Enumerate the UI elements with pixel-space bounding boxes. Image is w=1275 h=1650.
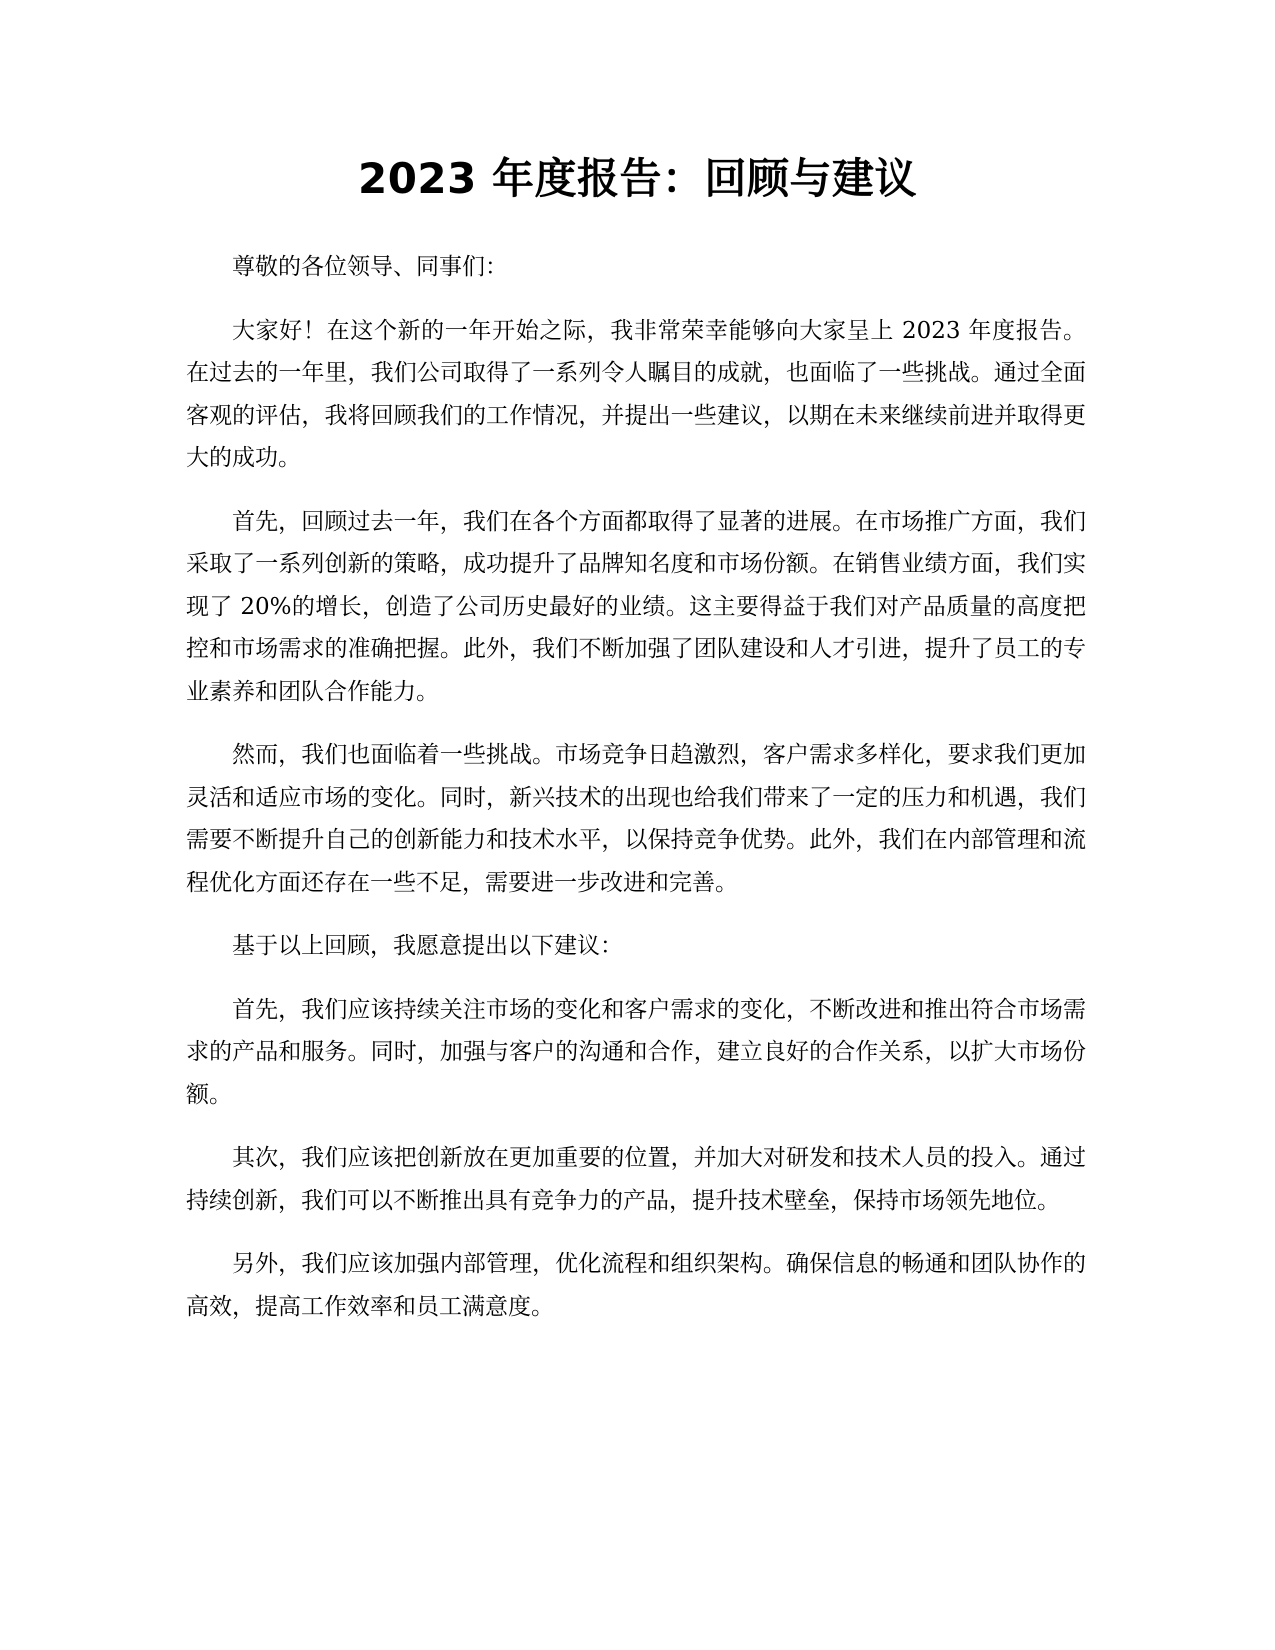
suggestion-management-paragraph: 另外，我们应该加强内部管理，优化流程和组织架构。确保信息的畅通和团队协作的高效，提高工作效率和员工满意度。: [186, 1251, 1086, 1320]
document-title: 2023 年度报告：回顾与建议: [357, 154, 918, 203]
salutation-paragraph: 尊敬的各位领导、同事们：: [232, 254, 508, 280]
suggestion-market-paragraph: 首先，我们应该持续关注市场的变化和客户需求的变化，不断改进和推出符合市场需求的产品和服务。同时，加强与客户的沟通和合作，建立良好的合作关系，以扩大市场份额。: [186, 996, 1086, 1108]
document-body: [186, 246, 1086, 1349]
review-challenges-paragraph: 然而，我们也面临着一些挑战。市场竞争日趋激烈，客户需求多样化，要求我们更加灵活和适应市场的变化。同时，新兴技术的出现也给我们带来了一定的压力和机遇，我们需要不断提升自己的创新能力和技术水平，以保持竞争优势。此外，我们在内部管理和流程优化方面还存在一些不足，需要进一步改进和完善。: [186, 742, 1086, 896]
suggestion-innovation-paragraph: 其次，我们应该把创新放在更加重要的位置，并加大对研发和技术人员的投入。通过持续创新，我们可以不断推出具有竞争力的产品，提升技术壁垒，保持市场领先地位。: [186, 1145, 1086, 1214]
intro-paragraph: 大家好！在这个新的一年开始之际，我非常荣幸能够向大家呈上 2023 年度报告。在过去的一年里，我们公司取得了一系列令人瞩目的成就，也面临了一些挑战。通过全面客观的评估，我将回顾我们的工作情况，并提出一些建议，以期在未来继续前进并取得更大的成功。: [186, 317, 1086, 471]
review-progress-paragraph: 首先，回顾过去一年，我们在各个方面都取得了显著的进展。在市场推广方面，我们采取了一系列创新的策略，成功提升了品牌知名度和市场份额。在销售业绩方面，我们实现了 20%的增长，创造了公司历史最好的业绩。这主要得益于我们对产品质量的高度把控和市场需求的准确把握。此外，我们不断加强了团队建设和人才引进，提升了员工的专业素养和团队合作能力。: [186, 508, 1086, 705]
suggestions-intro-paragraph: 基于以上回顾，我愿意提出以下建议：: [232, 933, 623, 959]
